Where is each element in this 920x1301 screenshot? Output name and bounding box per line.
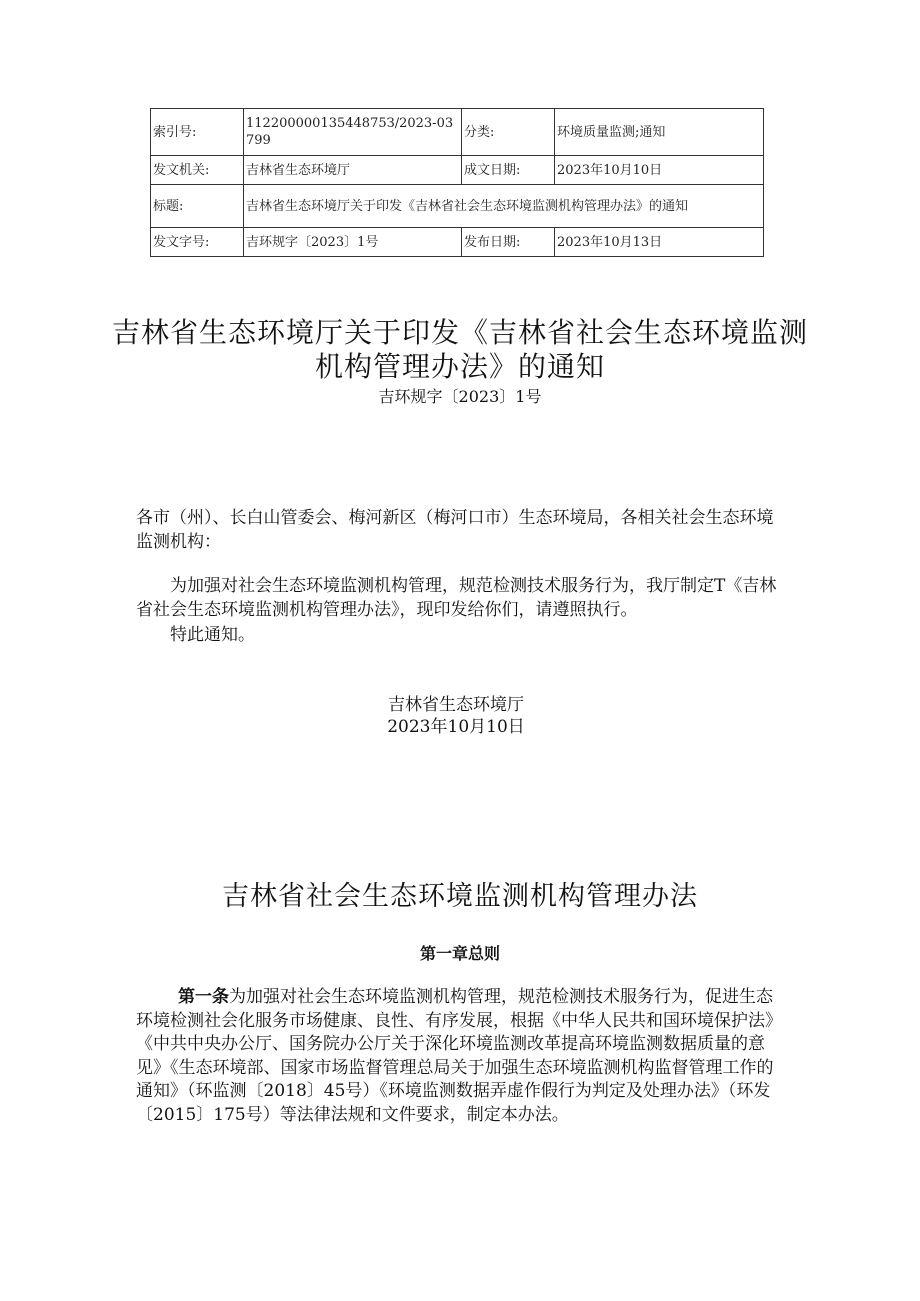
notice-closing: 特此通知。 (170, 625, 255, 645)
chapter-heading: 第一章总则 (419, 944, 500, 963)
publish-date-value: 2023年10月13日 (555, 228, 764, 257)
article-1-text: 为加强对社会生态环境监测机构管理，规范检测技术服务行为，促进生态环境检测社会化服务市场健康、良性、有序发展，根据《中华人民共和国环境保护法》《中共中央办公厅、国务院办公厅关于深化环境监测改革提高环境监测数据质量的意见》《生态环境部、国家市场监督管理总局关于加强生态环境监测机构监督管理工作的通知》（环监测〔2018〕45号）《环境监测数据弄虚作假行为判定及处理办法》（环发〔2015〕175号）等法律法规和文件要求，制定本办法。 (136, 987, 782, 1125)
index-label: 索引号: (151, 109, 244, 156)
issuer-label: 发文机关: (151, 156, 244, 185)
notice-body: 为加强对社会生态环境监测机构管理，规范检测技术服务行为，我厅制定T《吉林省社会生态环境监测机构管理办法》，现印发给你们，请遵照执行。 (136, 576, 777, 620)
metadata-row-title (151, 185, 764, 228)
measures-title: 吉林省社会生态环境监测机构管理办法 (222, 881, 698, 912)
notice-title: 吉林省生态环境厅关于印发《吉林省社会生态环境监测机构管理办法》的通知 (111, 316, 808, 383)
signature-date: 2023年10月10日 (387, 717, 525, 737)
document-metadata-table (150, 108, 764, 257)
publish-date-label: 发布日期: (462, 228, 555, 257)
article-1 (136, 986, 786, 1127)
notice-document-number: 吉环规字〔2023〕1号 (378, 387, 542, 406)
article-1-label: 第一条 (178, 987, 229, 1007)
metadata-row-issuer (151, 156, 764, 185)
metadata-row-index (151, 109, 764, 156)
written-date-label: 成文日期: (462, 156, 555, 185)
index-value: 11220000013544875З/2023-03799 (244, 109, 462, 156)
signature-organization: 吉林省生态环境厅 (388, 695, 524, 715)
category-value: 环境质量监测;通知 (555, 109, 764, 156)
doc-no-value: 吉环规字〔2023〕1号 (244, 228, 462, 257)
title-value: 吉林省生态环境厅关于印发《吉林省社会生态环境监测机构管理办法》的通知 (244, 185, 764, 228)
metadata-row-doc-no (151, 228, 764, 257)
notice-addressee: 各市（州）、长白山管委会、梅河新区（梅河口市）生态环境局，各相关社会生态环境监测机构： (136, 508, 774, 552)
doc-no-label: 发文字号: (151, 228, 244, 257)
issuer-value: 吉林省生态环境厅 (244, 156, 462, 185)
category-label: 分类: (462, 109, 555, 156)
written-date-value: 2023年10月10日 (555, 156, 764, 185)
title-label: 标题: (151, 185, 244, 228)
